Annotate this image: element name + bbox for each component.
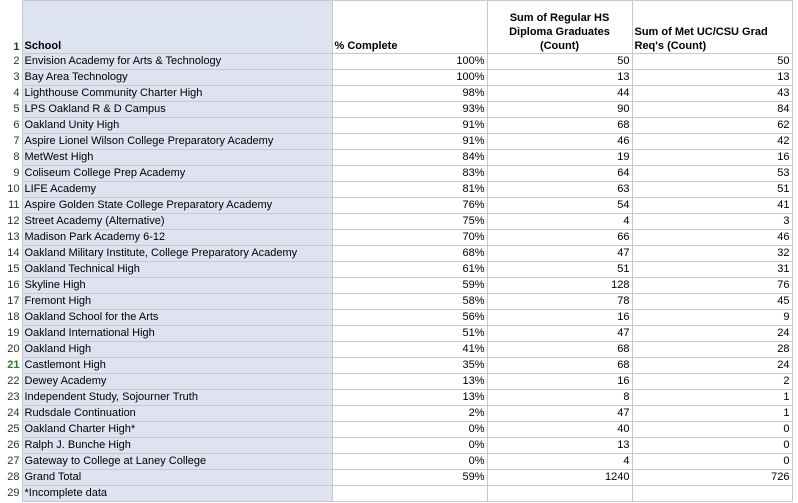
uc-csu-cell[interactable]: 32 [632, 246, 792, 262]
school-cell[interactable]: LIFE Academy [22, 182, 332, 198]
grand-total-graduates[interactable]: 1240 [487, 470, 632, 486]
table-row [0, 422, 792, 438]
row-number[interactable]: 2 [0, 54, 22, 70]
school-cell[interactable]: Bay Area Technology [22, 70, 332, 86]
row-number[interactable]: 20 [0, 342, 22, 358]
school-cell[interactable]: Dewey Academy [22, 374, 332, 390]
pct-complete-cell[interactable]: 13% [332, 390, 487, 406]
grand-total-row [0, 470, 792, 486]
school-cell[interactable]: Envision Academy for Arts & Technology [22, 54, 332, 70]
graduates-cell[interactable]: 64 [487, 166, 632, 182]
school-cell[interactable]: Madison Park Academy 6-12 [22, 230, 332, 246]
school-cell[interactable]: Aspire Golden State College Preparatory Academy [22, 198, 332, 214]
grand-total-label[interactable]: Grand Total [22, 470, 332, 486]
uc-csu-cell[interactable]: 3 [632, 214, 792, 230]
school-cell[interactable]: LPS Oakland R & D Campus [22, 102, 332, 118]
graduates-cell[interactable]: 63 [487, 182, 632, 198]
uc-csu-cell[interactable]: 42 [632, 134, 792, 150]
graduates-cell[interactable]: 68 [487, 358, 632, 374]
graduates-cell[interactable]: 13 [487, 438, 632, 454]
pct-complete-cell[interactable]: 100% [332, 70, 487, 86]
pct-complete-cell[interactable]: 70% [332, 230, 487, 246]
graduates-cell[interactable]: 44 [487, 86, 632, 102]
table-row [0, 54, 792, 70]
graduates-cell[interactable]: 16 [487, 374, 632, 390]
graduates-cell[interactable]: 46 [487, 134, 632, 150]
uc-csu-cell[interactable]: 76 [632, 278, 792, 294]
pct-complete-cell[interactable]: 0% [332, 438, 487, 454]
empty-cell[interactable] [632, 486, 792, 502]
header-row [0, 1, 792, 54]
grand-total-uc-csu[interactable]: 726 [632, 470, 792, 486]
table-row [0, 134, 792, 150]
school-cell[interactable]: Oakland International High [22, 326, 332, 342]
table-row [0, 214, 792, 230]
row-number[interactable]: 22 [0, 374, 22, 390]
table-row [0, 294, 792, 310]
table-row [0, 150, 792, 166]
table-row [0, 118, 792, 134]
note-row [0, 486, 792, 502]
table-row [0, 198, 792, 214]
table-row [0, 262, 792, 278]
pct-complete-cell[interactable]: 0% [332, 422, 487, 438]
uc-csu-cell[interactable]: 16 [632, 150, 792, 166]
table-row [0, 230, 792, 246]
pct-complete-cell[interactable]: 84% [332, 150, 487, 166]
header-pct-complete[interactable]: % Complete [332, 1, 487, 54]
header-graduates[interactable]: Sum of Regular HS Diploma Graduates (Count) [487, 1, 632, 54]
graduates-cell[interactable]: 78 [487, 294, 632, 310]
table-row [0, 390, 792, 406]
table-row [0, 342, 792, 358]
graduates-cell[interactable]: 8 [487, 390, 632, 406]
uc-csu-cell[interactable]: 24 [632, 358, 792, 374]
uc-csu-cell[interactable]: 2 [632, 374, 792, 390]
table-row [0, 246, 792, 262]
school-cell[interactable]: Oakland Charter High* [22, 422, 332, 438]
graduates-cell[interactable]: 50 [487, 54, 632, 70]
row-number[interactable]: 21 [0, 358, 22, 374]
row-number[interactable]: 1 [0, 1, 22, 54]
pct-complete-cell[interactable]: 51% [332, 326, 487, 342]
graduates-cell[interactable]: 47 [487, 326, 632, 342]
uc-csu-cell[interactable]: 24 [632, 326, 792, 342]
pct-complete-cell[interactable]: 13% [332, 374, 487, 390]
school-cell[interactable]: Fremont High [22, 294, 332, 310]
graduates-cell[interactable]: 68 [487, 118, 632, 134]
pct-complete-cell[interactable]: 100% [332, 54, 487, 70]
uc-csu-cell[interactable]: 13 [632, 70, 792, 86]
uc-csu-cell[interactable]: 43 [632, 86, 792, 102]
pct-complete-cell[interactable]: 35% [332, 358, 487, 374]
row-number[interactable]: 18 [0, 310, 22, 326]
school-cell[interactable]: Oakland High [22, 342, 332, 358]
grand-total-pct[interactable]: 59% [332, 470, 487, 486]
school-cell[interactable]: Oakland Unity High [22, 118, 332, 134]
table-row [0, 358, 792, 374]
graduates-cell[interactable]: 68 [487, 342, 632, 358]
header-uc-csu[interactable]: Sum of Met UC/CSU Grad Req's (Count) [632, 1, 792, 54]
pct-complete-cell[interactable]: 83% [332, 166, 487, 182]
pct-complete-cell[interactable]: 41% [332, 342, 487, 358]
uc-csu-cell[interactable]: 31 [632, 262, 792, 278]
graduates-cell[interactable]: 51 [487, 262, 632, 278]
pct-complete-cell[interactable]: 91% [332, 134, 487, 150]
uc-csu-cell[interactable]: 53 [632, 166, 792, 182]
uc-csu-cell[interactable]: 0 [632, 438, 792, 454]
row-number[interactable]: 10 [0, 182, 22, 198]
pct-complete-cell[interactable]: 91% [332, 118, 487, 134]
table-row [0, 70, 792, 86]
graduates-cell[interactable]: 16 [487, 310, 632, 326]
graduates-cell[interactable]: 40 [487, 422, 632, 438]
table-row [0, 166, 792, 182]
table-row [0, 182, 792, 198]
row-number[interactable]: 16 [0, 278, 22, 294]
uc-csu-cell[interactable]: 46 [632, 230, 792, 246]
row-number[interactable]: 23 [0, 390, 22, 406]
graduates-cell[interactable]: 128 [487, 278, 632, 294]
school-cell[interactable]: Ralph J. Bunche High [22, 438, 332, 454]
row-number[interactable]: 5 [0, 102, 22, 118]
school-cell[interactable]: Independent Study, Sojourner Truth [22, 390, 332, 406]
uc-csu-cell[interactable]: 51 [632, 182, 792, 198]
pct-complete-cell[interactable]: 81% [332, 182, 487, 198]
pct-complete-cell[interactable]: 76% [332, 198, 487, 214]
school-cell[interactable]: Lighthouse Community Charter High [22, 86, 332, 102]
row-number[interactable]: 13 [0, 230, 22, 246]
school-cell[interactable]: Oakland Military Institute, College Preparatory Academy [22, 246, 332, 262]
school-cell[interactable]: Castlemont High [22, 358, 332, 374]
pct-complete-cell[interactable]: 59% [332, 278, 487, 294]
row-number[interactable]: 17 [0, 294, 22, 310]
school-cell[interactable]: Aspire Lionel Wilson College Preparatory Academy [22, 134, 332, 150]
row-number[interactable]: 19 [0, 326, 22, 342]
school-cell[interactable]: Oakland Technical High [22, 262, 332, 278]
graduates-cell[interactable]: 4 [487, 454, 632, 470]
uc-csu-cell[interactable]: 84 [632, 102, 792, 118]
school-cell[interactable]: Oakland School for the Arts [22, 310, 332, 326]
table-row [0, 86, 792, 102]
pct-complete-cell[interactable]: 98% [332, 86, 487, 102]
school-cell[interactable]: MetWest High [22, 150, 332, 166]
pct-complete-cell[interactable]: 75% [332, 214, 487, 230]
table-row [0, 326, 792, 342]
row-number[interactable]: 26 [0, 438, 22, 454]
header-school[interactable]: School [22, 1, 332, 54]
uc-csu-cell[interactable]: 28 [632, 342, 792, 358]
graduates-cell[interactable]: 47 [487, 406, 632, 422]
uc-csu-cell[interactable]: 1 [632, 406, 792, 422]
row-number[interactable]: 15 [0, 262, 22, 278]
row-number[interactable]: 3 [0, 70, 22, 86]
table-row [0, 454, 792, 470]
row-number[interactable]: 7 [0, 134, 22, 150]
row-number[interactable]: 11 [0, 198, 22, 214]
row-number[interactable]: 29 [0, 486, 22, 502]
graduates-cell[interactable]: 66 [487, 230, 632, 246]
uc-csu-cell[interactable]: 0 [632, 454, 792, 470]
table-row [0, 438, 792, 454]
empty-cell[interactable] [332, 486, 487, 502]
graduates-cell[interactable]: 90 [487, 102, 632, 118]
empty-cell[interactable] [487, 486, 632, 502]
table-row [0, 406, 792, 422]
graduates-cell[interactable]: 13 [487, 70, 632, 86]
school-cell[interactable]: Street Academy (Alternative) [22, 214, 332, 230]
pct-complete-cell[interactable]: 68% [332, 246, 487, 262]
table-row [0, 278, 792, 294]
uc-csu-cell[interactable]: 50 [632, 54, 792, 70]
pct-complete-cell[interactable]: 0% [332, 454, 487, 470]
row-number[interactable]: 28 [0, 470, 22, 486]
uc-csu-cell[interactable]: 9 [632, 310, 792, 326]
uc-csu-cell[interactable]: 0 [632, 422, 792, 438]
uc-csu-cell[interactable]: 45 [632, 294, 792, 310]
pct-complete-cell[interactable]: 56% [332, 310, 487, 326]
row-number[interactable]: 25 [0, 422, 22, 438]
pct-complete-cell[interactable]: 2% [332, 406, 487, 422]
pct-complete-cell[interactable]: 58% [332, 294, 487, 310]
row-number[interactable]: 24 [0, 406, 22, 422]
school-cell[interactable]: Gateway to College at Laney College [22, 454, 332, 470]
school-cell[interactable]: Skyline High [22, 278, 332, 294]
graduates-cell[interactable]: 4 [487, 214, 632, 230]
row-number[interactable]: 8 [0, 150, 22, 166]
school-cell[interactable]: Coliseum College Prep Academy [22, 166, 332, 182]
uc-csu-cell[interactable]: 41 [632, 198, 792, 214]
row-number[interactable]: 4 [0, 86, 22, 102]
table-row [0, 310, 792, 326]
graduates-cell[interactable]: 54 [487, 198, 632, 214]
row-number[interactable]: 27 [0, 454, 22, 470]
graduates-cell[interactable]: 47 [487, 246, 632, 262]
row-number[interactable]: 12 [0, 214, 22, 230]
school-cell[interactable]: Rudsdale Continuation [22, 406, 332, 422]
pct-complete-cell[interactable]: 61% [332, 262, 487, 278]
table-row [0, 102, 792, 118]
graduates-cell[interactable]: 19 [487, 150, 632, 166]
table-row [0, 374, 792, 390]
uc-csu-cell[interactable]: 62 [632, 118, 792, 134]
row-number[interactable]: 6 [0, 118, 22, 134]
incomplete-data-note[interactable]: *Incomplete data [22, 486, 332, 502]
row-number[interactable]: 14 [0, 246, 22, 262]
row-number[interactable]: 9 [0, 166, 22, 182]
pct-complete-cell[interactable]: 93% [332, 102, 487, 118]
uc-csu-cell[interactable]: 1 [632, 390, 792, 406]
table-body [0, 1, 792, 502]
